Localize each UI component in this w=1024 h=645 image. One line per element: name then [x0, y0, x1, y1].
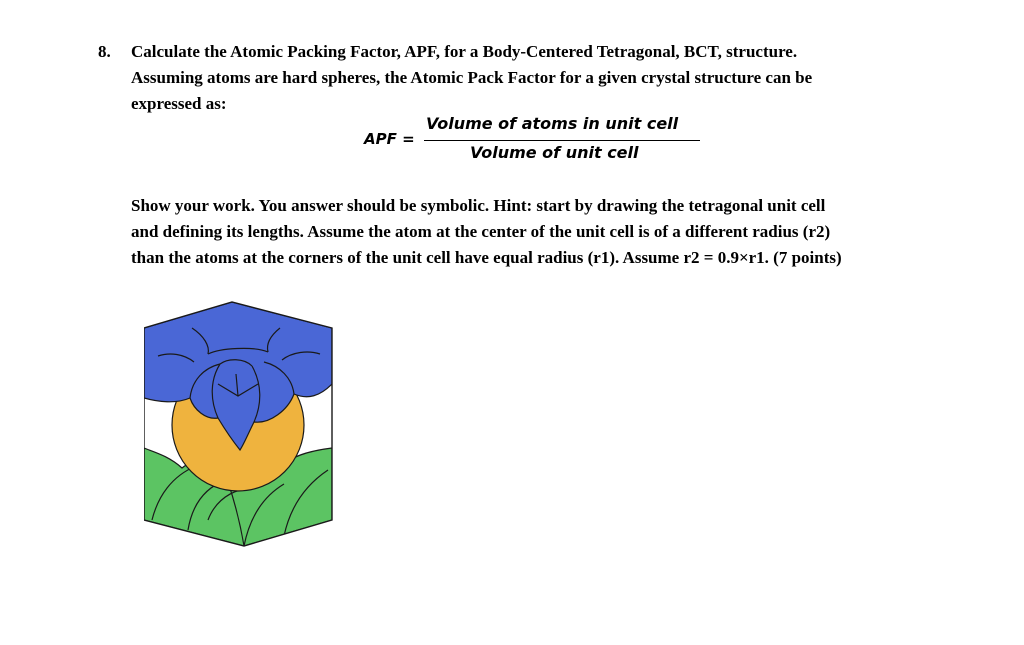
- intro-paragraph: [131, 39, 941, 117]
- instruction-line: than the atoms at the corners of the unit cell have equal radius (r1). Assume r2 = 0.9×r1. (7 points): [131, 248, 842, 267]
- intro-line: Assuming atoms are hard spheres, the Atomic Pack Factor for a given crystal structure can be: [131, 68, 813, 87]
- intro-line: Calculate the Atomic Packing Factor, APF, for a Body-Centered Tetragonal, BCT, structure.: [131, 42, 798, 61]
- formula-numerator: Volume of atoms in unit cell: [426, 114, 679, 133]
- bct-unit-cell-svg: [144, 300, 334, 548]
- apf-formula: [340, 112, 720, 172]
- intro-line: expressed as:: [131, 94, 227, 113]
- instruction-line: and defining its lengths. Assume the atom at the center of the unit cell is of a different radius (r2): [131, 222, 831, 241]
- formula-lhs: APF =: [364, 130, 415, 148]
- instruction-line: Show your work. You answer should be symbolic. Hint: start by drawing the tetragonal unit cell: [131, 196, 826, 215]
- instructions-paragraph: [131, 193, 941, 271]
- question-number: 8.: [98, 42, 111, 61]
- fraction-bar: [424, 140, 700, 141]
- bct-unit-cell-figure: [144, 300, 334, 548]
- formula-denominator: Volume of unit cell: [470, 143, 639, 162]
